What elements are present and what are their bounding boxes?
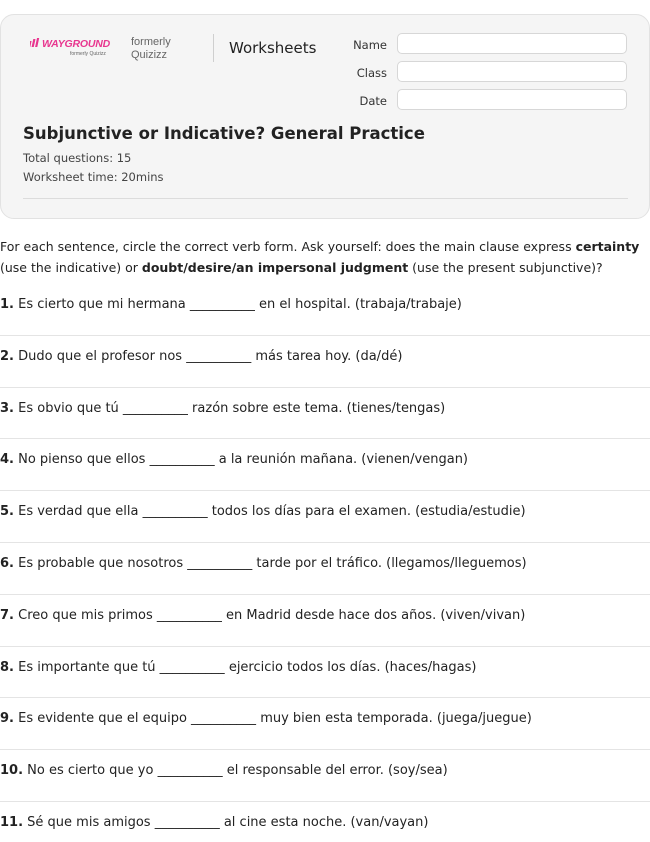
question-number: 1.	[0, 297, 14, 312]
question-number: 2.	[0, 348, 14, 364]
logo-wordmark: WAYGROUND	[42, 38, 111, 50]
question-list	[0, 284, 650, 842]
question-number: 7.	[0, 607, 14, 623]
question-text: Es cierto que mi hermana __________ en el hospital. (trabaja/trabaje)	[13, 297, 462, 312]
question-number: 11.	[0, 814, 24, 830]
question-text: No pienso que ellos __________ a la reunión mañana. (vienen/vengan)	[13, 452, 469, 468]
question-text: Es importante que tú __________ ejercicio todos los días. (haces/hagas)	[13, 659, 477, 675]
question-row	[0, 284, 650, 336]
header-divider	[213, 34, 214, 62]
name-field[interactable]	[397, 33, 627, 54]
date-field[interactable]	[397, 89, 627, 110]
question-text: Es verdad que ella __________ todos los días para el examen. (estudia/estudie)	[13, 504, 526, 520]
question-row	[0, 750, 650, 802]
wayground-logo	[30, 38, 122, 60]
logo-bars-icon	[30, 38, 42, 50]
question-number: 9.	[0, 711, 14, 727]
question-text: Es probable que nosotros __________ tarde por el tráfico. (llegamos/lleguemos)	[13, 555, 527, 571]
question-number: 8.	[0, 659, 14, 675]
instructions-text-3: (use the present subjunctive)?	[408, 260, 603, 275]
question-text: Dudo que el profesor nos __________ más tarea hoy. (da/dé)	[13, 348, 403, 364]
question-row	[0, 388, 650, 440]
instructions-bold-1: certainty	[575, 239, 640, 254]
formerly-quizizz-text: formerly Quizizz	[131, 36, 171, 61]
instructions-bold-2: doubt/desire/an impersonal judgment	[141, 260, 409, 275]
header-bottom-divider	[23, 198, 628, 199]
date-label: Date	[359, 94, 387, 108]
question-text: Sé que mis amigos __________ al cine esta noche. (van/vayan)	[23, 814, 429, 830]
instructions-text-2: (use the indicative) or	[0, 260, 142, 275]
question-number: 4.	[0, 452, 14, 468]
name-label: Name	[353, 38, 387, 52]
total-questions: Total questions: 15	[23, 151, 132, 165]
question-row	[0, 595, 650, 647]
question-text: Es evidente que el equipo __________ muy bien esta temporada. (juega/juegue)	[13, 711, 532, 727]
class-label: Class	[356, 66, 387, 80]
question-row	[0, 439, 650, 491]
worksheet-time: Worksheet time: 20mins	[23, 170, 164, 184]
question-row	[0, 336, 650, 388]
question-row	[0, 647, 650, 699]
question-row	[0, 802, 650, 842]
instructions-text-1: For each sentence, circle the correct verb form. Ask yourself: does the main clause express	[0, 239, 576, 254]
question-number: 5.	[0, 504, 14, 520]
instructions	[0, 236, 650, 278]
question-row	[0, 698, 650, 750]
question-text: No es cierto que yo __________ el responsable del error. (soy/sea)	[23, 763, 448, 779]
question-number: 6.	[0, 555, 14, 571]
question-number: 10.	[0, 763, 24, 779]
worksheet-title: Subjunctive or Indicative? General Practice	[23, 124, 425, 143]
question-row	[0, 543, 650, 595]
logo-subtext: formerly Quizizz	[70, 51, 106, 57]
question-row	[0, 491, 650, 543]
question-text: Es obvio que tú __________ razón sobre este tema. (tienes/tengas)	[13, 400, 446, 416]
question-number: 3.	[0, 400, 14, 416]
worksheets-label: Worksheets	[229, 39, 317, 57]
question-text: Creo que mis primos __________ en Madrid desde hace dos años. (viven/vivan)	[13, 607, 526, 623]
class-field[interactable]	[397, 61, 627, 82]
